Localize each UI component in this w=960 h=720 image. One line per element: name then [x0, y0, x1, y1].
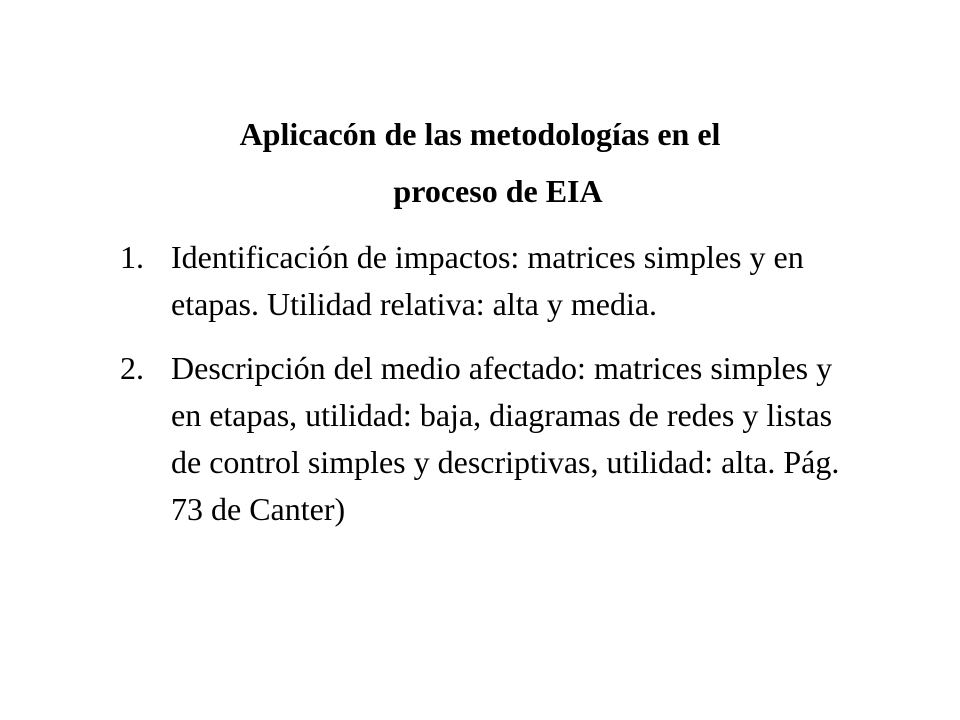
title-line-2: proceso de EIA: [393, 173, 603, 209]
slide-title: [148, 106, 812, 220]
list-item-text: Descripción del medio afectado: matrices simples y en etapas, utilidad: baja, diagramas de redes y listas de control simples y descriptivas, utilidad: alta. Pág. 73 de Canter): [171, 350, 840, 527]
list-item-number: 1.: [120, 239, 144, 275]
list-item-text: Identificación de impactos: matrices simples y en etapas. Utilidad relativa: alta y media.: [171, 239, 804, 322]
numbered-list: [120, 234, 840, 550]
list-item: [120, 234, 840, 328]
list-item: [120, 345, 840, 533]
title-line-1: Aplicacón de las metodologías en el: [239, 116, 721, 152]
list-item-number: 2.: [120, 350, 144, 386]
